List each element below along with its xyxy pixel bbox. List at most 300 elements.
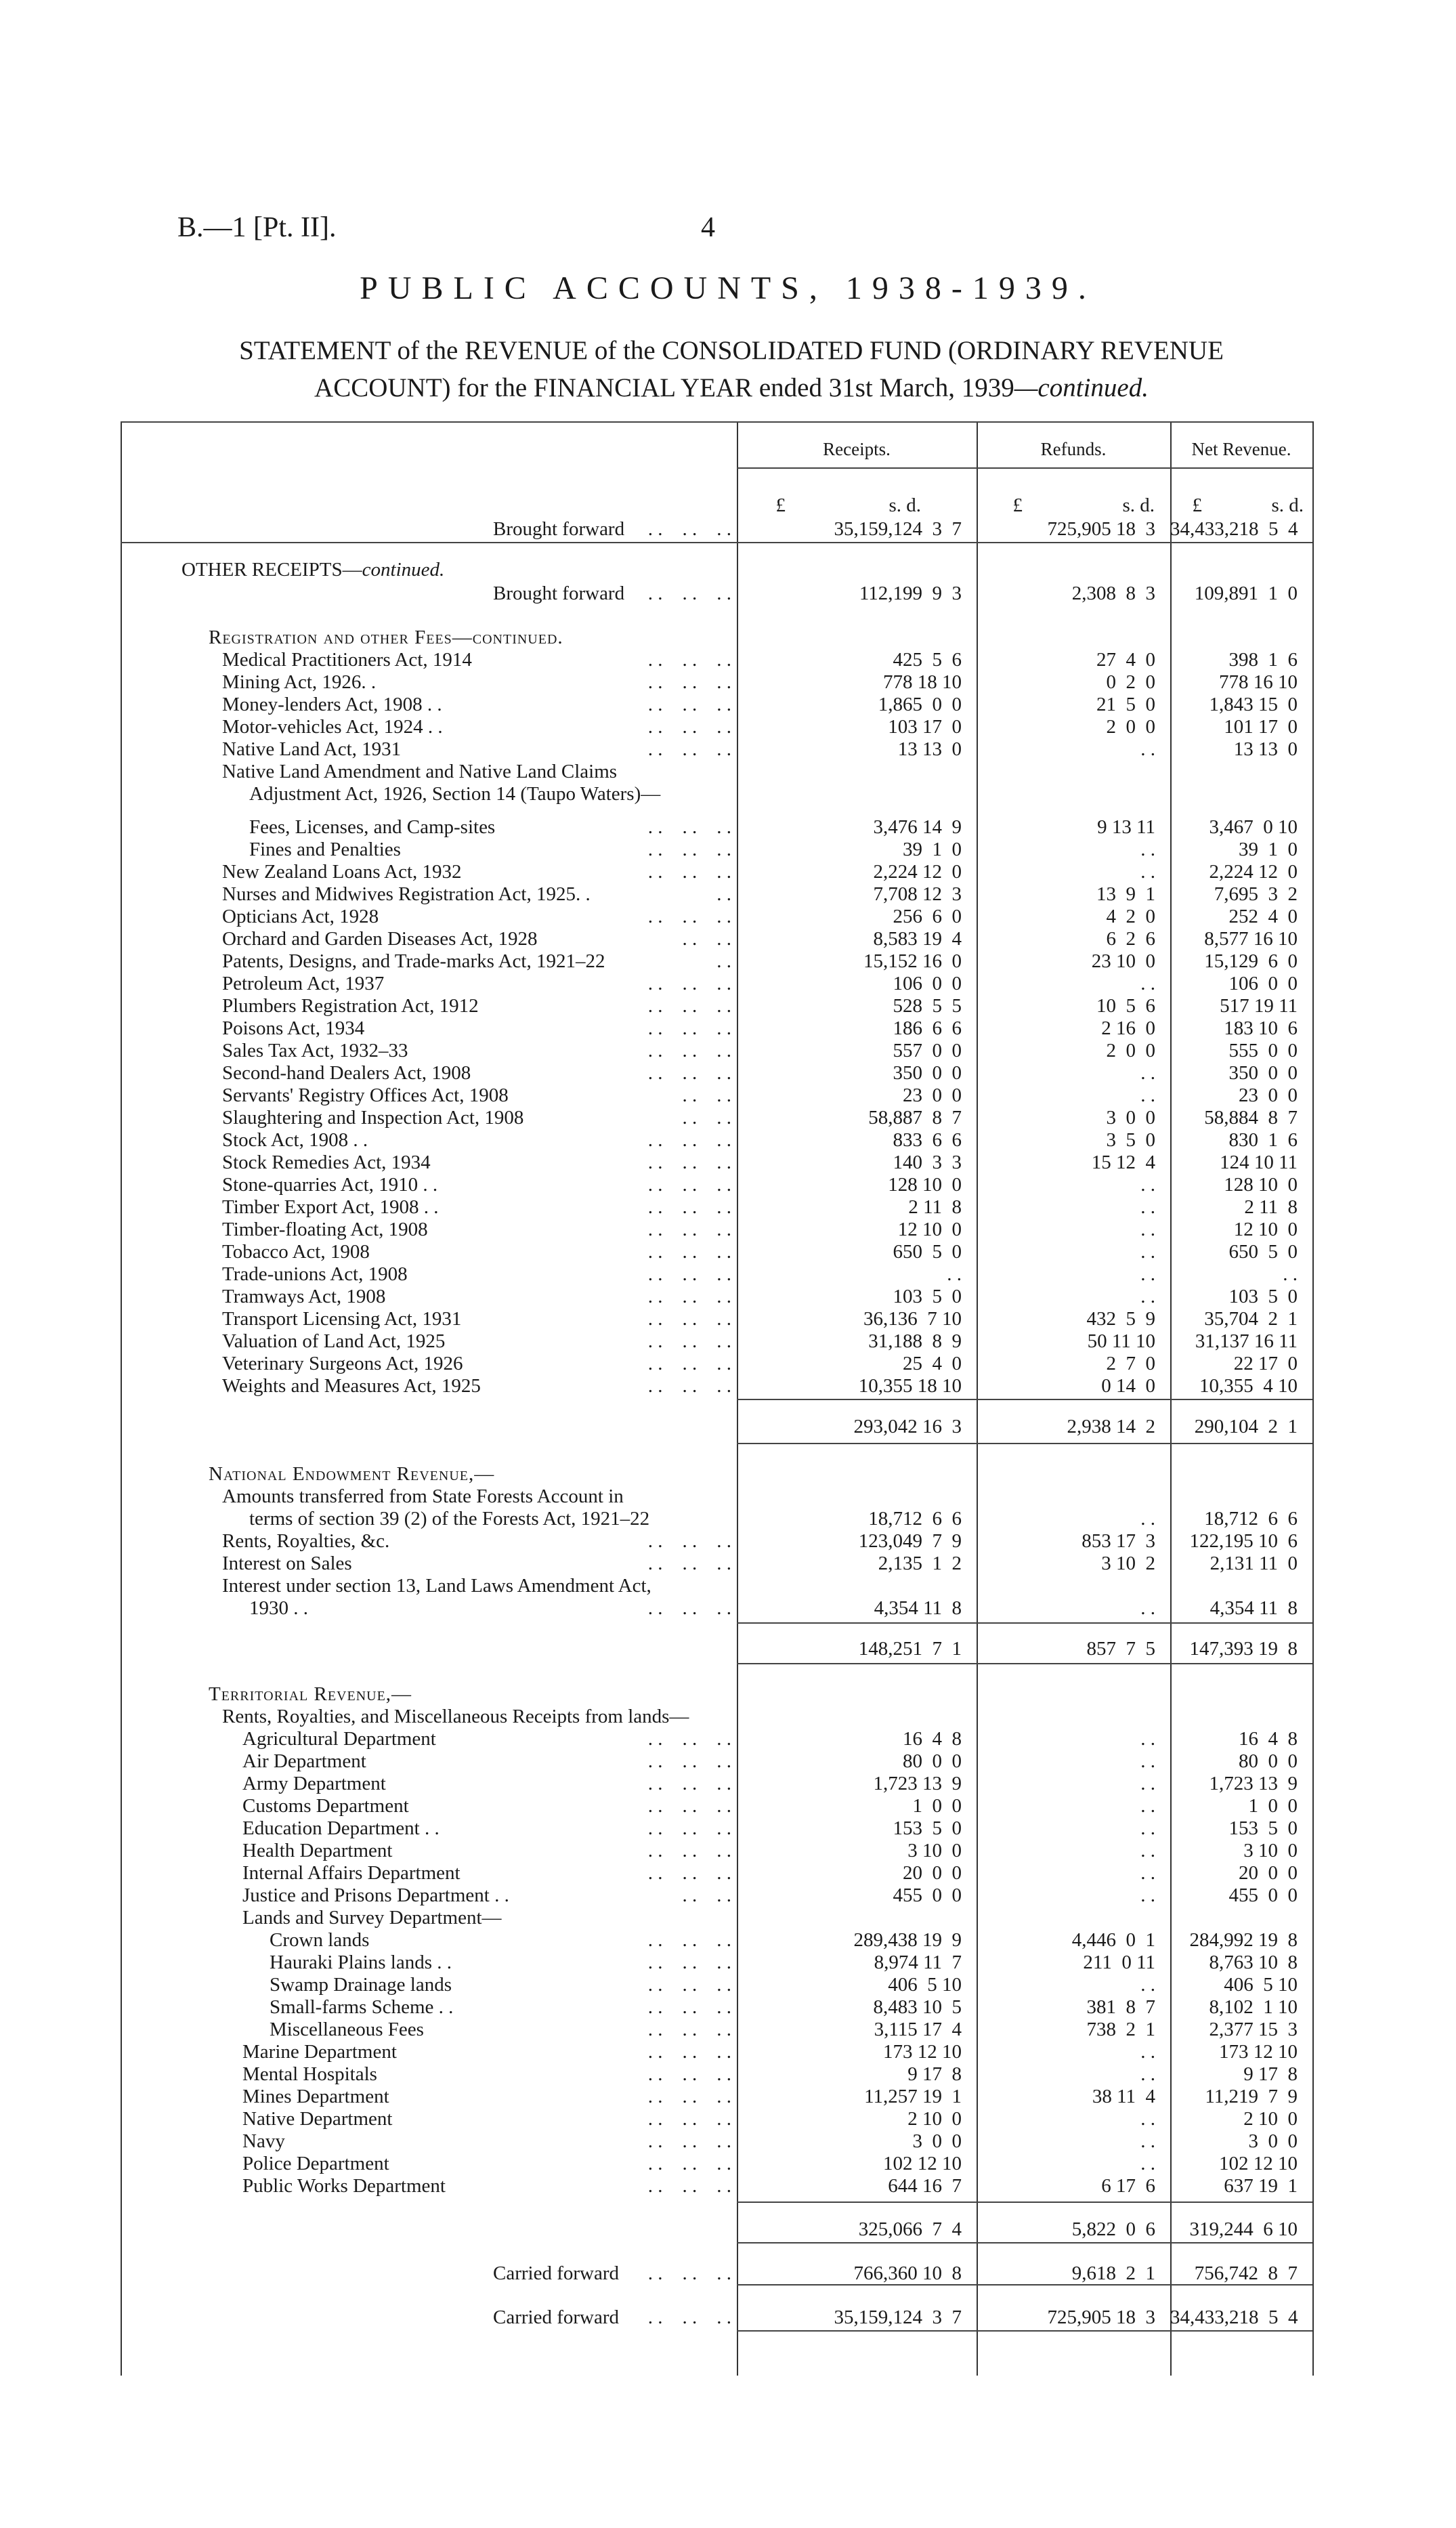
table-row [0,1974,1456,1996]
refunds-value: . . [1140,839,1155,860]
receipts-value: 4,354 11 8 [874,1597,962,1619]
net-revenue-value: 147,393 19 8 [1189,1638,1298,1660]
leader-dots: . . . . . . [647,1597,731,1619]
receipts-value: 778 18 10 [883,671,962,693]
table-row [0,2153,1456,2175]
receipts-value: 106 0 0 [893,973,962,994]
row-label: Interest under section 13, Land Laws Amendment Act, [222,1575,651,1597]
net-revenue-value: 1 0 0 [1248,1795,1298,1817]
net-revenue-value: 319,244 6 10 [1189,2218,1298,2240]
leader-dots: . . . . . . [647,1330,731,1352]
table-row [0,861,1456,883]
refunds-value: 738 2 1 [1086,2019,1155,2040]
refunds-value: 3 5 0 [1106,1129,1155,1151]
table-row [0,1062,1456,1084]
row-label: Sales Tax Act, 1932–33 [222,1040,408,1061]
statement-continued: —continued. [1014,373,1149,402]
leader-dots: . . . . . . [647,1952,731,1973]
table-row [0,1219,1456,1241]
row-label: Rents, Royalties, and Miscellaneous Receipts from lands— [222,1706,689,1727]
leader-dots: . . . . . . [647,1152,731,1173]
leader-dots: . . . . . . [647,1308,731,1330]
receipts-value: 8,974 11 7 [874,1952,962,1973]
leader-dots: . . . . . . [647,649,731,671]
row-label: Hauraki Plains lands . . [270,1952,452,1973]
receipts-value: 148,251 7 1 [858,1638,962,1660]
table-row [0,1129,1456,1152]
net-revenue-value: 2,224 12 0 [1209,861,1298,883]
row-label: Nurses and Midwives Registration Act, 1925. . [222,883,591,905]
row-label: Opticians Act, 1928 [222,906,379,927]
receipts-value: 8,483 10 5 [873,1996,962,2018]
net-revenue-value: 106 0 0 [1228,973,1298,994]
table-row [0,928,1456,950]
table-row [0,1416,1456,1438]
net-revenue-value: 11,219 7 9 [1205,2086,1298,2107]
net-revenue-value: 778 16 10 [1219,671,1298,693]
receipts-value: 256 6 0 [893,906,962,927]
table-row [0,518,1456,541]
statement-line-1: STATEMENT of the REVENUE of the CONSOLIDATED FUND (ORDINARY REVENUE [239,336,1224,365]
leader-dots: . . . . [682,1107,731,1129]
row-label: Customs Department [242,1795,409,1817]
refunds-value: 3 0 0 [1106,1107,1155,1129]
table-row [0,1241,1456,1263]
net-revenue-value: 34,433,218 5 4 [1170,518,1298,540]
net-revenue-value: 23 0 0 [1239,1084,1298,1106]
row-label: Valuation of Land Act, 1925 [222,1330,446,1352]
receipts-value: 833 6 6 [893,1129,962,1151]
leader-dots: . . . . . . [647,995,731,1017]
net-revenue-value: 109,891 1 0 [1194,583,1298,604]
table-row [0,1508,1456,1530]
receipts-value: 325,066 7 4 [858,2218,962,2240]
refunds-value: 21 5 0 [1096,694,1155,715]
receipts-value: 102 12 10 [883,2153,962,2174]
table-row [0,559,1456,581]
net-revenue-value: 650 5 0 [1228,1241,1298,1263]
receipts-value: 455 0 0 [893,1884,962,1906]
receipts-value: 11,257 19 1 [864,2086,962,2107]
refunds-value: 6 2 6 [1106,928,1155,950]
net-revenue-value: 102 12 10 [1219,2153,1298,2174]
net-revenue-value: 16 4 8 [1239,1728,1298,1750]
refunds-value: . . [1140,738,1155,760]
refunds-value: 725,905 18 3 [1047,518,1155,540]
receipts-value: 36,136 7 10 [863,1308,962,1330]
table-row [0,1553,1456,1575]
refunds-value: 15 12 4 [1091,1152,1155,1173]
leader-dots: . . . . . . [647,716,731,738]
row-label: Swamp Drainage lands [270,1974,452,1996]
leader-dots: . . . . . . [647,1353,731,1374]
refunds-value: 2 16 0 [1101,1017,1155,1039]
row-label: Fines and Penalties [249,839,401,860]
statement-line-2-text: ACCOUNT) for the FINANCIAL YEAR ended 31st March, 1939 [314,373,1014,402]
net-revenue-value: 2 10 0 [1243,2108,1298,2130]
table-row [0,1040,1456,1062]
page-number: 4 [701,212,715,243]
receipts-value: 31,188 8 9 [868,1330,962,1352]
row-label: Native Department [242,2108,393,2130]
table-row [0,816,1456,839]
leader-dots: . . . . [682,1084,731,1106]
row-label: Small-farms Scheme . . [270,1996,454,2018]
row-label: Money-lenders Act, 1908 . . [222,694,442,715]
table-row [0,1486,1456,1508]
row-label: Education Department . . [242,1817,440,1839]
column-header-receipts: Receipts. [823,439,891,459]
row-label-part: OTHER RECEIPTS— [181,559,362,581]
row-label: Brought forward [493,583,625,604]
net-revenue-value: 153 5 0 [1228,1817,1298,1839]
receipts-value: 39 1 0 [903,839,962,860]
table-row [0,1353,1456,1375]
leader-dots: . . . . . . [647,2306,731,2328]
refunds-value: 50 11 10 [1087,1330,1155,1352]
row-label: Motor-vehicles Act, 1924 . . [222,716,443,738]
column-header-net-revenue: Net Revenue. [1191,439,1291,459]
row-label: Weights and Measures Act, 1925 [222,1375,481,1397]
refunds-value: 2,938 14 2 [1067,1416,1155,1437]
net-revenue-value: 10,355 4 10 [1199,1375,1298,1397]
refunds-value: . . [1140,1750,1155,1772]
net-revenue-value: 9 17 8 [1243,2063,1298,2085]
net-revenue-value: 20 0 0 [1239,1862,1298,1884]
table-rule [737,1663,1312,1664]
table-row [0,1196,1456,1219]
row-label: Trade-unions Act, 1908 [222,1263,408,1285]
receipts-value: 7,708 12 3 [873,883,962,905]
table-row [0,2108,1456,2130]
receipts-value: 15,152 16 0 [863,950,962,972]
row-label: National Endowment Revenue,— [209,1463,495,1485]
leader-dots: . . . . . . [647,1795,731,1817]
table-row [0,2130,1456,2153]
refunds-value: . . [1140,1862,1155,1884]
row-label: Second-hand Dealers Act, 1908 [222,1062,471,1084]
table-row [0,839,1456,861]
refunds-value: 211 0 11 [1083,1952,1155,1973]
table-row [0,883,1456,906]
leader-dots: . . . . . . [647,1862,731,1884]
refunds-value: . . [1140,1597,1155,1619]
table-row [0,1530,1456,1553]
net-revenue-value: 2 11 8 [1244,1196,1298,1218]
table-row [0,1706,1456,1728]
refunds-value: . . [1140,1241,1155,1263]
leader-dots: . . . . . . [647,1241,731,1263]
refunds-value: 13 9 1 [1096,883,1155,905]
net-revenue-value: 128 10 0 [1224,1174,1298,1196]
refunds-value: 9,618 2 1 [1071,2262,1155,2284]
net-revenue-value: 80 0 0 [1239,1750,1298,1772]
net-sd-label: s. d. [1271,494,1304,516]
table-row [0,2041,1456,2063]
row-label: Territorial Revenue,— [209,1683,412,1705]
refunds-value: 2 0 0 [1106,1040,1155,1061]
leader-dots: . . . . . . [647,1263,731,1285]
leader-dots: . . [716,883,731,905]
row-label: Crown lands [270,1929,370,1951]
receipts-value: 8,583 19 4 [873,928,962,950]
table-row [0,2218,1456,2241]
refunds-value: 3 10 2 [1101,1553,1155,1574]
table-row [0,1107,1456,1129]
receipts-value: 153 5 0 [893,1817,962,1839]
table-row [0,2175,1456,2197]
table-row [0,1084,1456,1107]
leader-dots: . . . . . . [647,1840,731,1861]
receipts-value: 103 5 0 [893,1286,962,1307]
row-label: Registration and other Fees—continued. [209,627,563,648]
refunds-value: . . [1140,973,1155,994]
receipts-pound-sign: £ [775,494,786,516]
table-row [0,1728,1456,1750]
refunds-value: 853 17 3 [1082,1530,1155,1552]
receipts-value: 1,865 0 0 [878,694,962,715]
refunds-value: 2 7 0 [1106,1353,1155,1374]
column-header-refunds: Refunds. [1040,439,1107,459]
table-row [0,1152,1456,1174]
row-label: Public Works Department [242,2175,446,2197]
leader-dots: . . . . . . [647,518,731,540]
page-title: PUBLIC ACCOUNTS, 1938-1939. [360,270,1096,306]
row-label: Mental Hospitals [242,2063,377,2085]
table-row [0,1330,1456,1353]
leader-dots: . . . . . . [647,1728,731,1750]
row-label: Adjustment Act, 1926, Section 14 (Taupo Waters)— [249,783,661,805]
table-row [0,1795,1456,1817]
row-label: Lands and Survey Department— [242,1907,502,1929]
refunds-value: . . [1140,1728,1155,1750]
receipts-value: 557 0 0 [893,1040,962,1061]
table-row [0,627,1456,649]
receipts-value: 18,712 6 6 [868,1508,962,1530]
row-label: Stock Remedies Act, 1934 [222,1152,431,1173]
receipts-value: 2 11 8 [908,1196,962,1218]
leader-dots: . . . . . . [647,1017,731,1039]
refunds-value: 4,446 0 1 [1071,1929,1155,1951]
net-revenue-value: 3,467 0 10 [1209,816,1298,838]
row-label: Mines Department [242,2086,389,2107]
receipts-value: 528 5 5 [893,995,962,1017]
leader-dots: . . . . . . [647,1375,731,1397]
table-row [0,1773,1456,1795]
table-row [0,2086,1456,2108]
statement-line-2 [119,369,1344,406]
receipts-value: 425 5 6 [893,649,962,671]
table-rule [737,2330,1312,2332]
net-revenue-value: 555 0 0 [1228,1040,1298,1061]
table-row [0,583,1456,605]
net-revenue-value: 2,131 11 0 [1209,1553,1298,1574]
table-row [0,1174,1456,1196]
receipts-value: 350 0 0 [893,1062,962,1084]
row-label: Petroleum Act, 1937 [222,973,385,994]
receipts-value: 2,224 12 0 [873,861,962,883]
row-label: Miscellaneous Fees [270,2019,424,2040]
row-label: Timber-floating Act, 1908 [222,1219,428,1240]
refunds-value: . . [1140,2041,1155,2063]
row-label: Slaughtering and Inspection Act, 1908 [222,1107,524,1129]
row-label: Medical Practitioners Act, 1914 [222,649,472,671]
refunds-value: . . [1140,1196,1155,1218]
leader-dots: . . . . . . [647,2019,731,2040]
leader-dots: . . [716,950,731,972]
row-label: Timber Export Act, 1908 . . [222,1196,439,1218]
net-revenue-value: 12 10 0 [1233,1219,1298,1240]
refunds-value: 4 2 0 [1106,906,1155,927]
table-row [0,1597,1456,1620]
net-revenue-value: 103 5 0 [1228,1286,1298,1307]
net-revenue-value: 517 19 11 [1220,995,1298,1017]
receipts-value: 289,438 19 9 [853,1929,962,1951]
leader-dots: . . . . . . [647,816,731,838]
leader-dots: . . . . . . [647,1773,731,1794]
receipts-value: 766,360 10 8 [853,2262,962,2284]
net-revenue-value: 7,695 3 2 [1214,883,1298,905]
table-row [0,1929,1456,1952]
table-row [0,1952,1456,1974]
net-pound-sign: £ [1192,494,1202,516]
row-label: Stone-quarries Act, 1910 . . [222,1174,438,1196]
refunds-sd-label: s. d. [1122,494,1155,516]
net-revenue-value: 39 1 0 [1239,839,1298,860]
receipts-value: 1,723 13 9 [873,1773,962,1794]
net-revenue-value: 406 5 10 [1224,1974,1298,1996]
receipts-value: 3,476 14 9 [873,816,962,838]
column-header-rule [737,467,1312,469]
leader-dots: . . . . . . [647,1750,731,1772]
leader-dots: . . . . . . [647,973,731,994]
row-label: Agricultural Department [242,1728,436,1750]
leader-dots: . . . . . . [647,1974,731,1996]
table-row [0,1263,1456,1286]
receipts-value: 644 16 7 [888,2175,962,2197]
net-revenue-value: 1,843 15 0 [1209,694,1298,715]
leader-dots: . . . . . . [647,1530,731,1552]
receipts-value: 2,135 1 2 [878,1553,962,1574]
refunds-value: 2 0 0 [1106,716,1155,738]
row-label: Navy [242,2130,285,2152]
receipts-value: . . [947,1263,962,1285]
refunds-value: 2,308 8 3 [1071,583,1155,604]
row-label: 1930 . . [249,1597,308,1619]
row-label: Justice and Prisons Department . . [242,1884,509,1906]
refunds-value: 27 4 0 [1096,649,1155,671]
net-revenue-value: 3 0 0 [1248,2130,1298,2152]
row-label: Health Department [242,1840,393,1861]
table-row [0,1862,1456,1884]
refunds-value: 0 2 0 [1106,671,1155,693]
refunds-value: 381 8 7 [1086,1996,1155,2018]
table-row [0,973,1456,995]
refunds-value: 38 11 4 [1092,2086,1155,2107]
page-reference: B.—1 [Pt. II]. [177,212,337,243]
leader-dots: . . . . . . [647,1219,731,1240]
table-row [0,1308,1456,1330]
table-rule [737,2202,1312,2203]
receipts-value: 293,042 16 3 [853,1416,962,1437]
net-revenue-value: 350 0 0 [1228,1062,1298,1084]
leader-dots: . . . . . . [647,583,731,604]
receipts-value: 1 0 0 [912,1795,962,1817]
leader-dots: . . . . . . [647,2130,731,2152]
net-revenue-value: 284,992 19 8 [1189,1929,1298,1951]
leader-dots: . . . . . . [647,1553,731,1574]
row-label: Mining Act, 1926. . [222,671,377,693]
table-row [0,950,1456,973]
refunds-value: . . [1140,1795,1155,1817]
refunds-value: 6 17 6 [1101,2175,1155,2197]
refunds-value: . . [1140,1840,1155,1861]
refunds-pound-sign: £ [1012,494,1023,516]
refunds-value: . . [1140,1773,1155,1794]
refunds-value: 0 14 0 [1101,1375,1155,1397]
net-revenue-value: 252 4 0 [1228,906,1298,927]
net-revenue-value: 173 12 10 [1219,2041,1298,2063]
table-row [0,1907,1456,1929]
receipts-value: 23 0 0 [903,1084,962,1106]
row-label: Native Land Amendment and Native Land Claims [222,761,618,782]
receipts-value: 128 10 0 [888,1174,962,1196]
net-revenue-value: 22 17 0 [1233,1353,1298,1374]
table-row [0,2019,1456,2041]
table-row [0,1638,1456,1660]
leader-dots: . . . . . . [647,2153,731,2174]
leader-dots: . . . . . . [647,671,731,693]
net-revenue-value: 15,129 6 0 [1204,950,1298,972]
leader-dots: . . . . . . [647,2175,731,2197]
receipts-value: 35,159,124 3 7 [834,518,962,540]
leader-dots: . . . . . . [647,861,731,883]
table-row [0,694,1456,716]
receipts-value: 3 0 0 [912,2130,962,2152]
row-label: Interest on Sales [222,1553,352,1574]
receipts-value: 58,887 8 7 [868,1107,962,1129]
receipts-value: 140 3 3 [893,1152,962,1173]
table-row [0,671,1456,694]
row-label: Plumbers Registration Act, 1912 [222,995,479,1017]
net-revenue-value: 756,742 8 7 [1194,2262,1298,2284]
refunds-value: . . [1140,2063,1155,2085]
net-revenue-value: 101 17 0 [1224,716,1298,738]
table-row [0,1750,1456,1773]
row-label: Stock Act, 1908 . . [222,1129,368,1151]
net-revenue-value: 13 13 0 [1233,738,1298,760]
net-revenue-value: 31,137 16 11 [1195,1330,1298,1352]
net-revenue-value: 455 0 0 [1228,1884,1298,1906]
leader-dots: . . . . . . [647,1174,731,1196]
net-revenue-value: 124 10 11 [1220,1152,1298,1173]
receipts-value: 80 0 0 [903,1750,962,1772]
row-label: Tobacco Act, 1908 [222,1241,370,1263]
leader-dots: . . . . . . [647,1286,731,1307]
refunds-value: . . [1140,1084,1155,1106]
refunds-value: . . [1140,1508,1155,1530]
leader-dots: . . . . . . [647,1929,731,1951]
net-revenue-value: 18,712 6 6 [1204,1508,1298,1530]
receipts-value: 10,355 18 10 [858,1375,962,1397]
leader-dots: . . . . . . [647,1062,731,1084]
table-row [0,761,1456,783]
row-label: Internal Affairs Department [242,1862,461,1884]
receipts-value: 103 17 0 [888,716,962,738]
table-row [0,2063,1456,2086]
refunds-value: . . [1140,1062,1155,1084]
leader-dots: . . . . . . [647,1817,731,1839]
